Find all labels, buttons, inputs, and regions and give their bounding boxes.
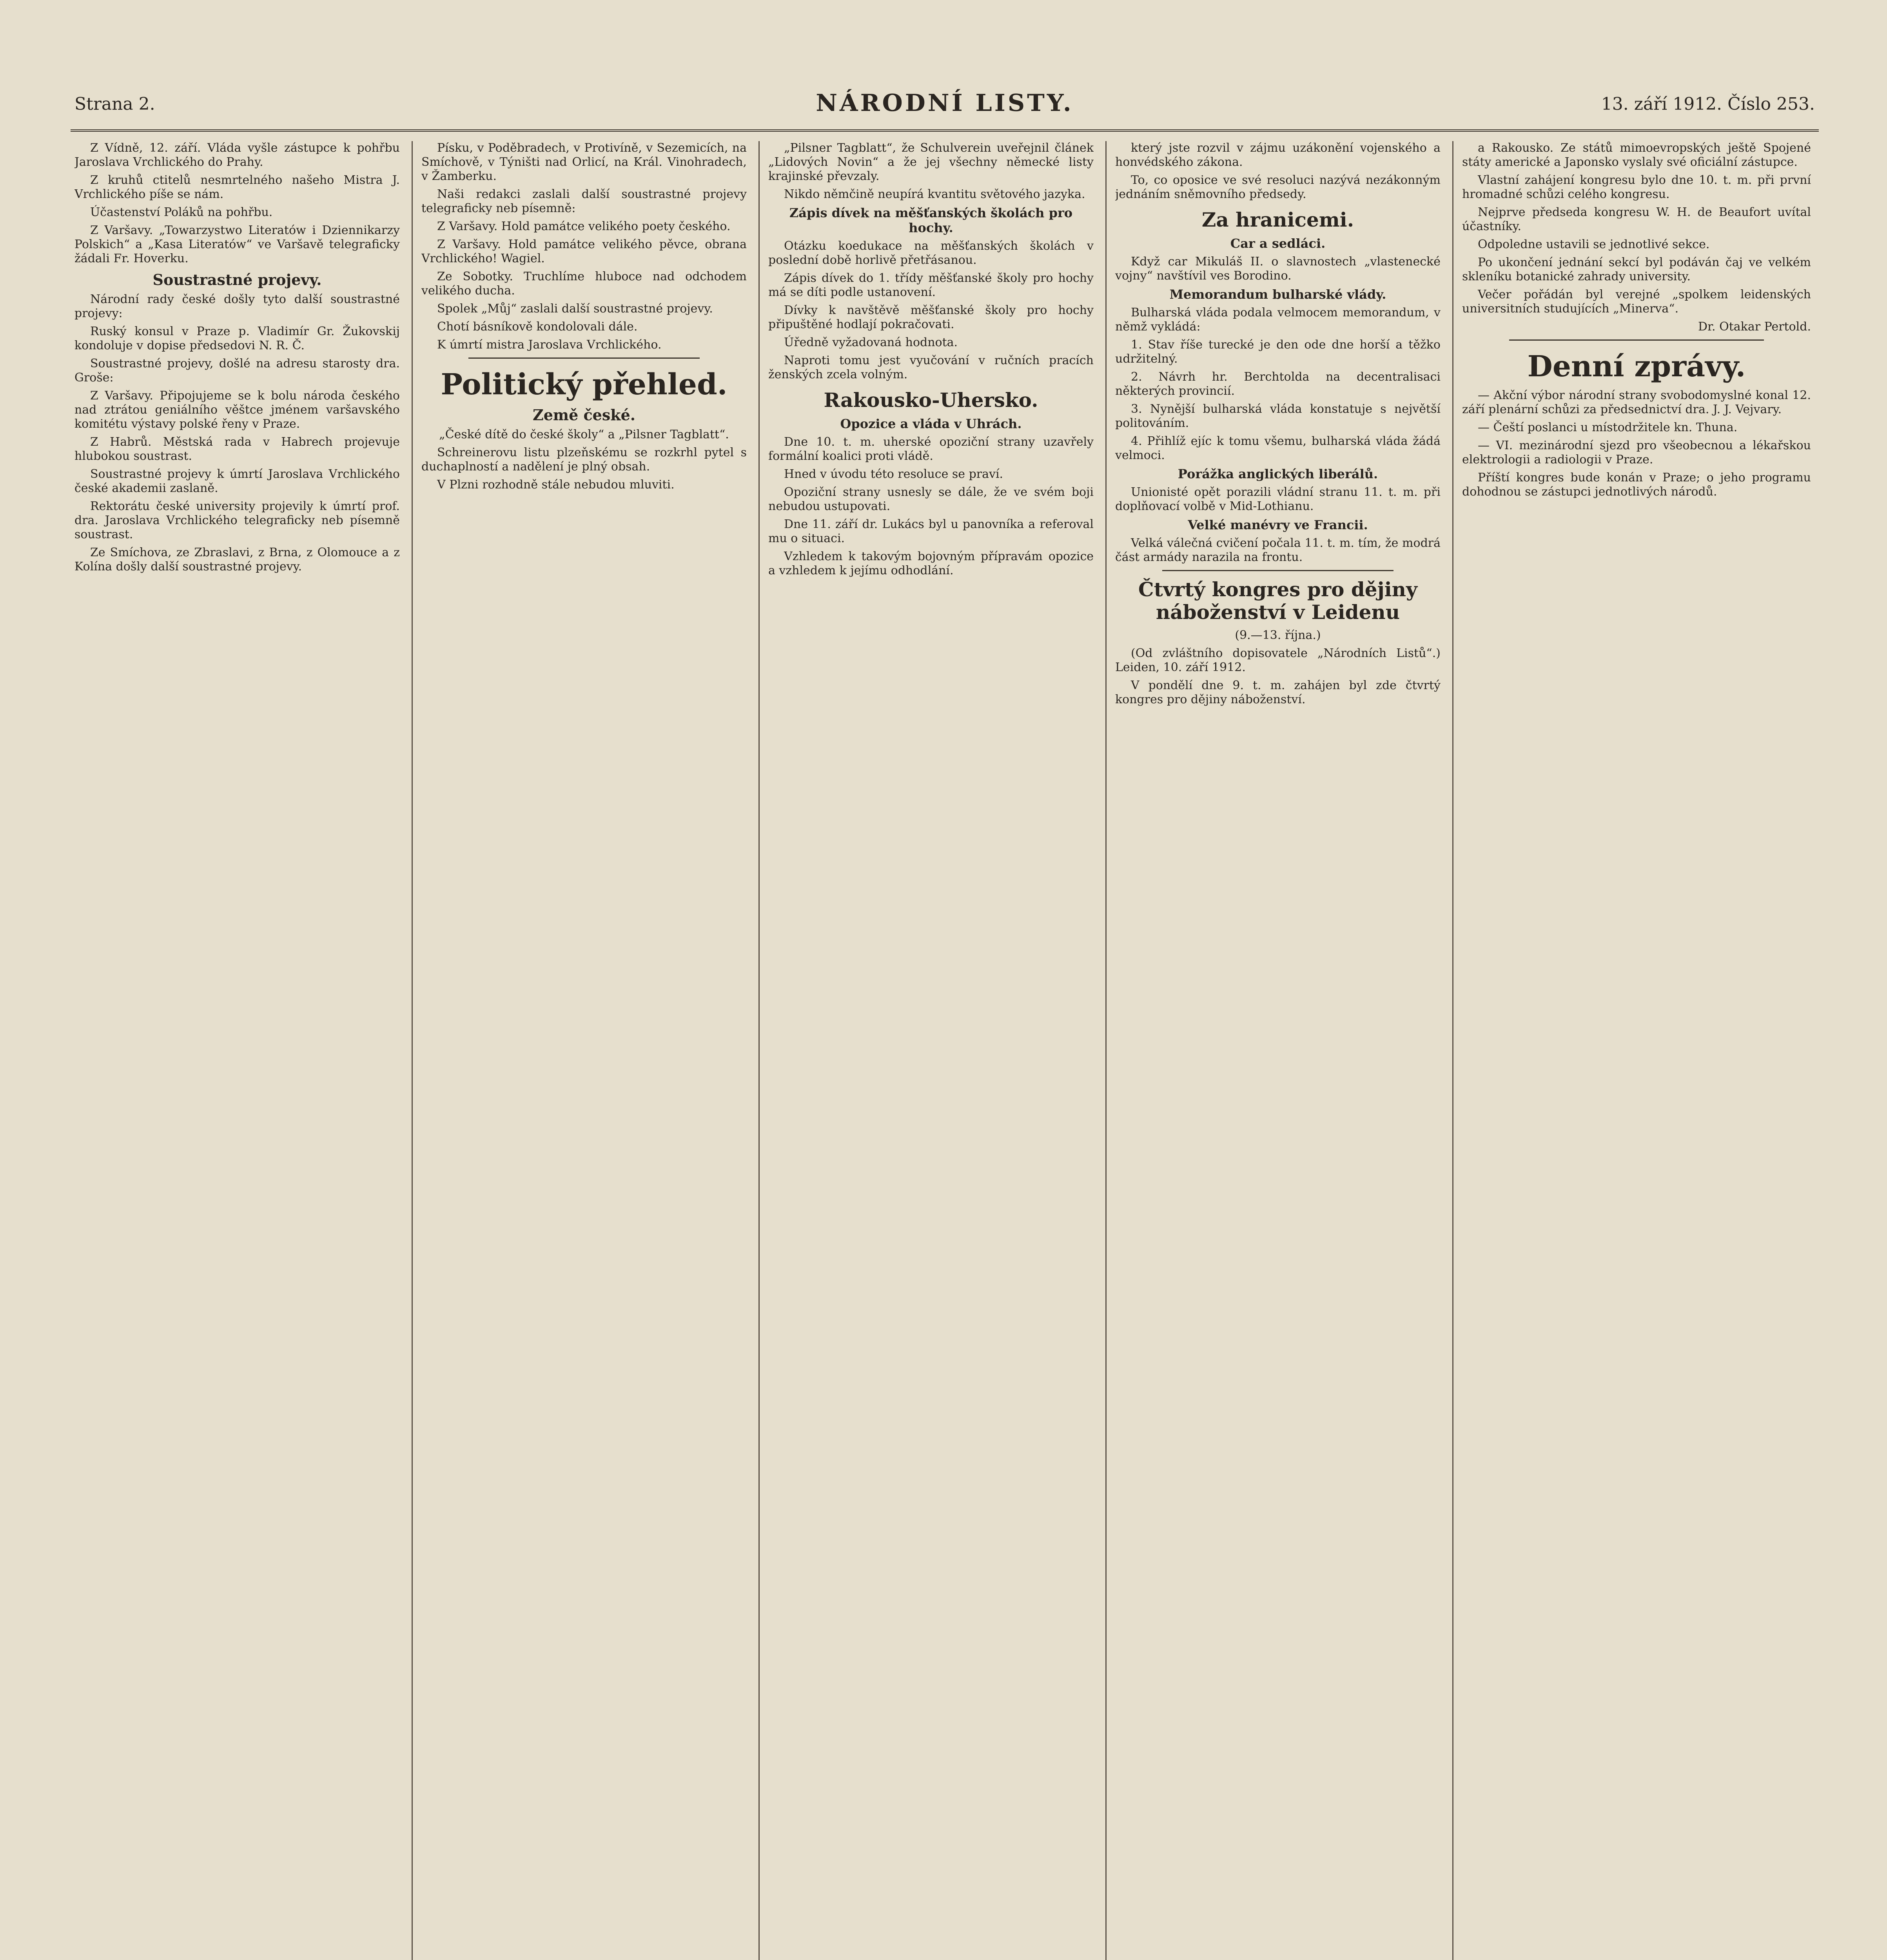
article-heading: Memorandum bulharské vlády. xyxy=(1169,287,1386,302)
article-paragraph: a Rakousko. Ze států mimoevropských ještě Spojené státy americké a Japonsko vyslaly své oficiální zástupce. xyxy=(1462,141,1811,169)
article-paragraph: 3. Nynější bulharská vláda konstatuje s největší politováním. xyxy=(1115,402,1441,430)
article-paragraph: Nejprve předseda kongresu W. H. de Beaufort uvítal účastníky. xyxy=(1462,205,1811,233)
article-paragraph: Spolek „Můj“ zaslali další soustrastné projevy. xyxy=(437,302,713,316)
article-paragraph: který jste rozvil v zájmu uzákonění vojenského a honvédského zákona. xyxy=(1115,141,1441,169)
article-paragraph: Dívky k navštěvě měšťanské školy pro hochy připuštěné hodlají pokračovati. xyxy=(768,303,1094,331)
article-heading: Zápis dívek na měšťanských školách pro hochy. xyxy=(789,205,1073,235)
article-paragraph: Z Varšavy. Hold památce velikého poety českého. xyxy=(437,220,731,233)
article-paragraph: Velká válečná cvičení počala 11. t. m. tím, že modrá část armády narazila na frontu. xyxy=(1115,536,1441,564)
article-paragraph: Naproti tomu jest vyučování v ručních pracích ženských zcela volným. xyxy=(768,354,1094,381)
section-heading-politicky: Politický přehled. xyxy=(441,368,728,401)
section-heading: Za hranicemi. xyxy=(1201,208,1354,231)
author-signature: Dr. Otakar Pertold. xyxy=(1698,320,1811,334)
article-paragraph: K úmrtí mistra Jaroslava Vrchlického. xyxy=(437,338,662,352)
article-paragraph: Unionisté opět porazili vládní stranu 11. t. m. při doplňovací volbě v Mid-Lothianu. xyxy=(1115,485,1441,513)
article-paragraph: To, co oposice ve své resoluci nazývá nezákonným jednáním sněmovního předsedy. xyxy=(1115,173,1441,201)
article-paragraph: Nikdo němčině neupírá kvantitu světového jazyka. xyxy=(784,187,1085,201)
article-heading: Car a sedláci. xyxy=(1230,236,1326,251)
article-paragraph: Ruský konsul v Praze p. Vladimír Gr. Žukovskij kondoluje v dopise předsedovi N. R. Č. xyxy=(74,325,400,352)
article-paragraph: Schreinerovu listu plzeňskému se rozkrhl pytel s duchaplností a nadělení je plný obsah. xyxy=(421,446,747,474)
column-4 xyxy=(1115,141,1441,1960)
article-subtitle: „České dítě do české školy“ a „Pilsner Tagblatt“. xyxy=(439,428,729,441)
article-heading: Porážka anglických liberálů. xyxy=(1178,466,1378,481)
article-paragraph: Zápis dívek do 1. třídy měšťanské školy pro hochy má se díti podle ustanovení. xyxy=(768,271,1094,299)
masthead xyxy=(71,86,1819,132)
page-number: Strana 2. xyxy=(74,94,155,114)
issue-date: 13. září 1912. Číslo 253. xyxy=(1601,94,1815,114)
article-paragraph: Chotí básníkově kondolovali dále. xyxy=(437,320,638,334)
article-paragraph: Večer pořádán byl verejné „spolkem leidenských universitních studujících „Minerva“. xyxy=(1462,288,1811,316)
article-paragraph: V Plzni rozhodně stále nebudou mluviti. xyxy=(437,478,675,492)
section-heading: Země české. xyxy=(533,406,635,424)
article-paragraph: Bulharská vláda podala velmocem memorandum, v němž vykládá: xyxy=(1115,306,1441,334)
article-paragraph: Ze Sobotky. Truchlíme hluboce nad odchodem velikého ducha. xyxy=(421,270,747,298)
article-paragraph: Z Varšavy. Hold památce velikého pěvce, obrana Vrchlického! Wagiel. xyxy=(421,238,747,265)
article-paragraph: Z Varšavy. „Towarzystwo Literatów i Dziennikarzy Polskich“ a „Kasa Literatów“ ve Varšavě telegraficky žádali Fr. Hoverku. xyxy=(74,223,400,265)
newspaper-title: NÁRODNÍ LISTY. xyxy=(816,89,1074,117)
section-heading: Rakousko-Uhersko. xyxy=(824,388,1038,412)
article-paragraph: Opoziční strany usnesly se dále, že ve svém boji nebudou ustupovati. xyxy=(768,485,1094,513)
article-paragraph: Z Varšavy. Připojujeme se k bolu národa českého nad ztrátou geniálního věštce jménem varšavského komitétu výstavy polské řeny v Praze. xyxy=(74,389,400,431)
section-rule xyxy=(468,358,700,359)
column-2 xyxy=(421,141,747,1960)
article-paragraph: 2. Návrh hr. Berchtolda na decentralisaci některých provincií. xyxy=(1115,370,1441,398)
article-paragraph: 1. Stav říše turecké je den ode dne horší a těžko udržitelný. xyxy=(1115,338,1441,366)
article-paragraph: Dne 11. září dr. Lukács byl u panovníka a referoval mu o situaci. xyxy=(768,517,1094,545)
article-paragraph: Vlastní zahájení kongresu bylo dne 10. t. m. při první hromadné schůzi celého kongresu. xyxy=(1462,173,1811,201)
article-paragraph: Odpoledne ustavili se jednotlivé sekce. xyxy=(1478,238,1710,251)
column-divider xyxy=(412,141,413,1960)
article-paragraph: Dne 10. t. m. uherské opoziční strany uzavřely formální koalici proti vládě. xyxy=(768,435,1094,463)
section-heading: Soustrastné projevy. xyxy=(152,271,322,289)
article-paragraph: Rektorátu české university projevily k úmrtí prof. dra. Jaroslava Vrchlického telegraficky neb písemně soustrast. xyxy=(74,499,400,541)
article-paragraph: Soustrastné projevy, došlé na adresu starosty dra. Groše: xyxy=(74,357,400,385)
column-divider xyxy=(1452,141,1453,1960)
column-divider xyxy=(758,141,760,1960)
column-3 xyxy=(768,141,1094,1960)
article-paragraph: Otázku koedukace na měšťanských školách v poslední době horlivě přetřásanou. xyxy=(768,239,1094,267)
article-paragraph: Hned v úvodu této resoluce se praví. xyxy=(784,467,1003,481)
article-paragraph: 4. Přihlíž ejíc k tomu všemu, bulharská vláda žádá velmoci. xyxy=(1115,434,1441,462)
article-paragraph: Ze Smíchova, ze Zbraslavi, z Brna, z Olomouce a z Kolína došly další soustrastné projevy. xyxy=(74,546,400,573)
column-1 xyxy=(74,141,400,1960)
article-paragraph: — Akční výbor národní strany svobodomyslné konal 12. září plenární schůzi za předsednictví dra. J. J. Vejvary. xyxy=(1462,388,1811,416)
article-paragraph: Písku, v Poděbradech, v Protivíně, v Sezemicích, na Smíchově, v Týništi nad Orlicí, na Král. Vinohradech, v Žamberku. xyxy=(421,141,747,183)
article-paragraph: Úředně vyžadovaná hodnota. xyxy=(784,336,958,349)
section-rule xyxy=(1162,570,1393,571)
article-heading: Velké manévry ve Francii. xyxy=(1188,517,1368,532)
article-paragraph: Účastenství Poláků na pohřbu. xyxy=(90,205,273,219)
column-divider xyxy=(1105,141,1107,1960)
article-paragraph: Z Vídně, 12. září. Vláda vyšle zástupce k pohřbu Jaroslava Vrchlického do Prahy. xyxy=(74,141,400,169)
article-paragraph: Soustrastné projevy k úmrtí Jaroslava Vrchlického české akademii zaslaně. xyxy=(74,467,400,495)
article-paragraph: „Pilsner Tagblatt“, že Schulverein uveřejnil článek „Lidových Novin“ a že jej všechny německé listy krajinské převzaly. xyxy=(768,141,1094,183)
article-paragraph: Vzhledem k takovým bojovným přípravám opozice a vzhledem k jejímu odhodlání. xyxy=(768,550,1094,577)
section-heading: Čtvrtý kongres pro dějiny náboženství v Leidenu xyxy=(1138,578,1418,624)
article-paragraph: Z kruhů ctitelů nesmrtelného našeho Mistra J. Vrchlického píše se nám. xyxy=(74,173,400,201)
article-paragraph: Příští kongres bude konán v Praze; o jeho programu dohodnou se zástupci jednotlivých národů. xyxy=(1462,471,1811,499)
article-paragraph: Národní rady české došly tyto další soustrastné projevy: xyxy=(74,292,400,320)
article-paragraph: V pondělí dne 9. t. m. zahájen byl zde čtvrtý kongres pro dějiny náboženství. xyxy=(1115,679,1441,706)
article-paragraph: Z Habrů. Městská rada v Habrech projevuje hlubokou soustrast. xyxy=(74,435,400,463)
article-paragraph: (Od zvláštního dopisovatele „Národních Listů“.) Leiden, 10. září 1912. xyxy=(1115,646,1441,674)
article-heading: Opozice a vláda v Uhrách. xyxy=(840,416,1022,431)
article-paragraph: Naši redakci zaslali další soustrastné projevy telegraficky neb písemně: xyxy=(421,187,747,215)
article-paragraph: — VI. mezinárodní sjezd pro všeobecnou a lékařskou elektrologii a radiologii v Praze. xyxy=(1462,439,1811,466)
article-paragraph: — Čeští poslanci u místodržitele kn. Thuna. xyxy=(1478,421,1738,434)
article-paragraph: Když car Mikuláš II. o slavnostech „vlastenecké vojny“ navštívil ves Borodino. xyxy=(1115,255,1441,283)
section-heading-denni: Denní zprávy. xyxy=(1527,350,1746,383)
article-paragraph: Po ukončení jednání sekcí byl podáván čaj ve velkém skleníku botanické zahrady university. xyxy=(1462,256,1811,283)
column-5 xyxy=(1462,141,1811,1960)
section-rule xyxy=(1509,339,1764,341)
article-subtitle: (9.—13. října.) xyxy=(1235,628,1321,642)
